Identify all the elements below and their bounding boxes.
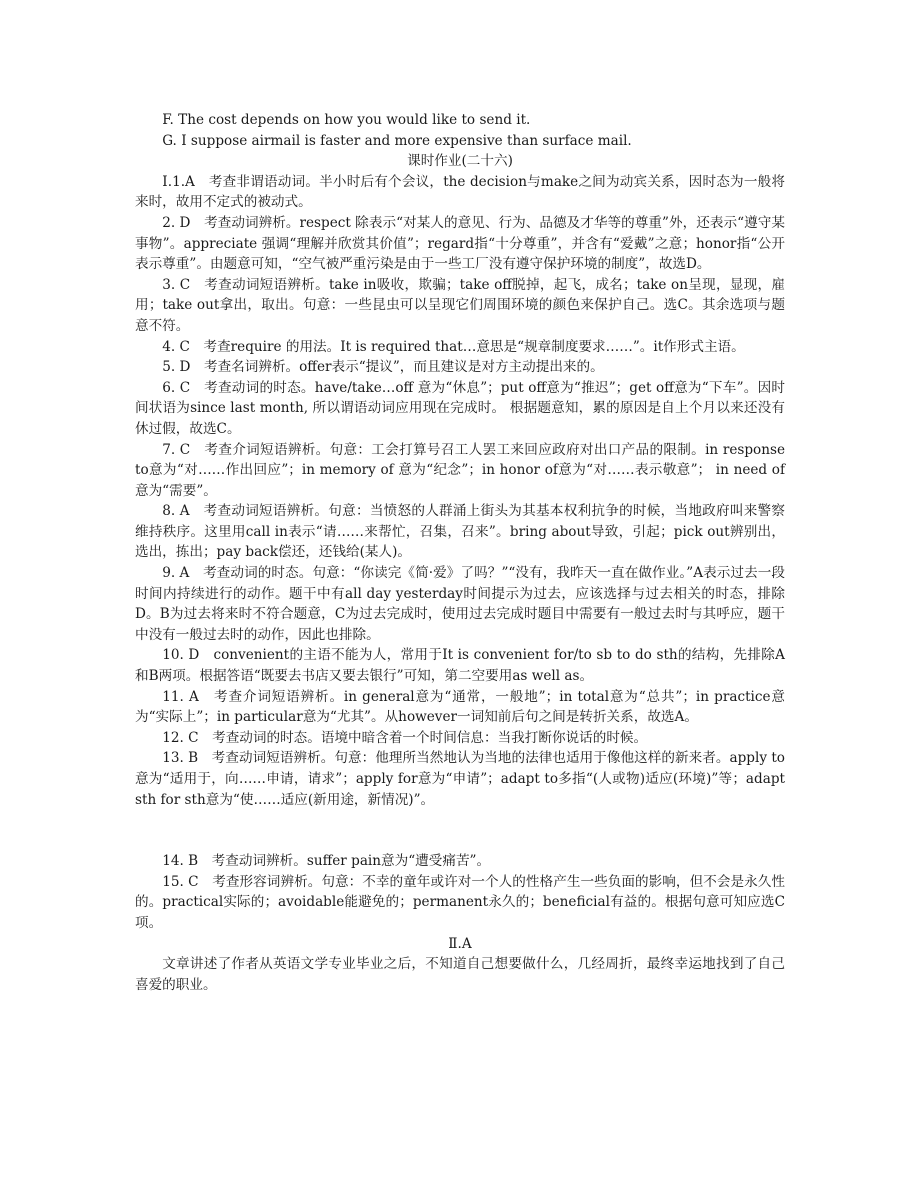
section-2-title: Ⅱ.A [448, 935, 472, 952]
answer-12: 12. C 考查动词的时态。语境中暗含着一个时间信息：当我打断你说话的时候。 [162, 729, 648, 746]
answer-14: 14. B 考查动词辨析。suffer pain意为“遭受痛苦”。 [162, 853, 491, 870]
answer-3: 3. C 考查动词短语辨析。take in吸收，欺骗；take off脱掉，起飞，成名；take on呈现，显现，雇用；take out拿出，取出。句意：一些昆虫可以呈现它们周围环境的颜色来保护自己。选C。其余选项与题意不符。 [135, 276, 785, 334]
answer-7: 7. C 考查介词短语辨析。句意：工会打算号召工人罢工来回应政府对出口产品的限制。in response to意为“对……作出回应”；in memory of 意为“纪念”；in honor of意为“对……表示敬意”； in need of意为“需要”。 [135, 441, 785, 499]
answer-15: 15. C 考查形容词辨析。句意：不幸的童年或许对一个人的性格产生一些负面的影响，但不会是永久性的。practical实际的；avoidable能避免的；permanent永久的；beneficial有益的。根据句意可知应选C项。 [135, 873, 785, 931]
section-2-text: 文章讲述了作者从英语文学专业毕业之后，不知道自己想要做什么，几经周折，最终幸运地找到了自己喜爱的职业。 [135, 956, 785, 993]
answer-10: 10. D convenient的主语不能为人，常用于It is convenient for/to sb to do sth的结构，先排除A和B两项。根据答语“既要去书店又要去银行”可知，第二空要用as well as。 [135, 647, 785, 685]
option-g: G. I suppose airmail is faster and more expensive than surface mail. [162, 132, 632, 149]
answer-4: 4. C 考查require 的用法。It is required that…意思是“规章制度要求……”。it作形式主语。 [162, 338, 745, 355]
answer-1: Ⅰ.1.A 考查非谓语动词。半小时后有个会议，the decision与make之间为动宾关系，因时态为一般将来时，故用不定式的被动式。 [135, 173, 785, 211]
homework-title: 课时作业(二十六) [407, 153, 513, 170]
answer-5: 5. D 考查名词辨析。offer表示“提议”，而且建议是对方主动提出来的。 [162, 359, 604, 376]
answer-2: 2. D 考查动词辨析。respect 除表示“对某人的意见、行为、品德及才华等的尊重”外，还表示“遵守某事物”。appreciate 强调“理解并欣赏其价值”；regard指“十分尊重”，并含有“爱戴”之意；honor指“公开表示尊重”。由题意可知，“空气被严重污染是由于一些工厂没有遵守保护环境的制度”，故选D。 [135, 214, 785, 273]
answer-8: 8. A 考查动词短语辨析。句意：当愤怒的人群涌上街头为其基本权利抗争的时候，当地政府叫来警察维持秩序。这里用call in表示“请……来帮忙，召集，召来”。bring about导致，引起；pick out辨别出，选出，拣出；pay back偿还，还钱给(某人)。 [135, 503, 785, 561]
blank-gap [135, 810, 785, 851]
option-f: F. The cost depends on how you would like to send it. [162, 112, 531, 128]
answer-9: 9. A 考查动词的时态。句意：“你读完《简·爱》了吗？”“没有，我昨天一直在做作业。”A表示过去一段时间内持续进行的动作。题干中有all day yesterday时间提示为过去，应该选择与过去相关的时态，排除D。B为过去将来时不符合题意，C为过去完成时，使用过去完成时题目中需要有一般过去时与其呼应，题干中没有一般过去时的动作，因此也排除。 [135, 565, 785, 643]
answer-11: 11. A 考查介词短语辨析。in general意为“通常，一般地”；in total意为“总共”；in practice意为“实际上”；in particular意为“尤其”。从however一词知前后句之间是转折关系，故选A。 [135, 688, 785, 726]
document-page [135, 110, 785, 995]
answer-6: 6. C 考查动词的时态。have/take…off 意为“休息”；put off意为“推迟”；get off意为“下车”。因时间状语为since last month, 所以谓语动词应用现在完成时。 根据题意知，累的原因是自上个月以来还没有休过假，故选C。 [135, 379, 785, 437]
answer-13: 13. B 考查动词短语辨析。句意：他理所当然地认为当地的法律也适用于像他这样的新来者。apply to意为“适用于，向……申请，请求”；apply for意为“申请”；adapt to多指“(人或物)适应(环境)”等；adapt sth for sth意为“使……适应(新用途，新情况)”。 [135, 750, 785, 808]
